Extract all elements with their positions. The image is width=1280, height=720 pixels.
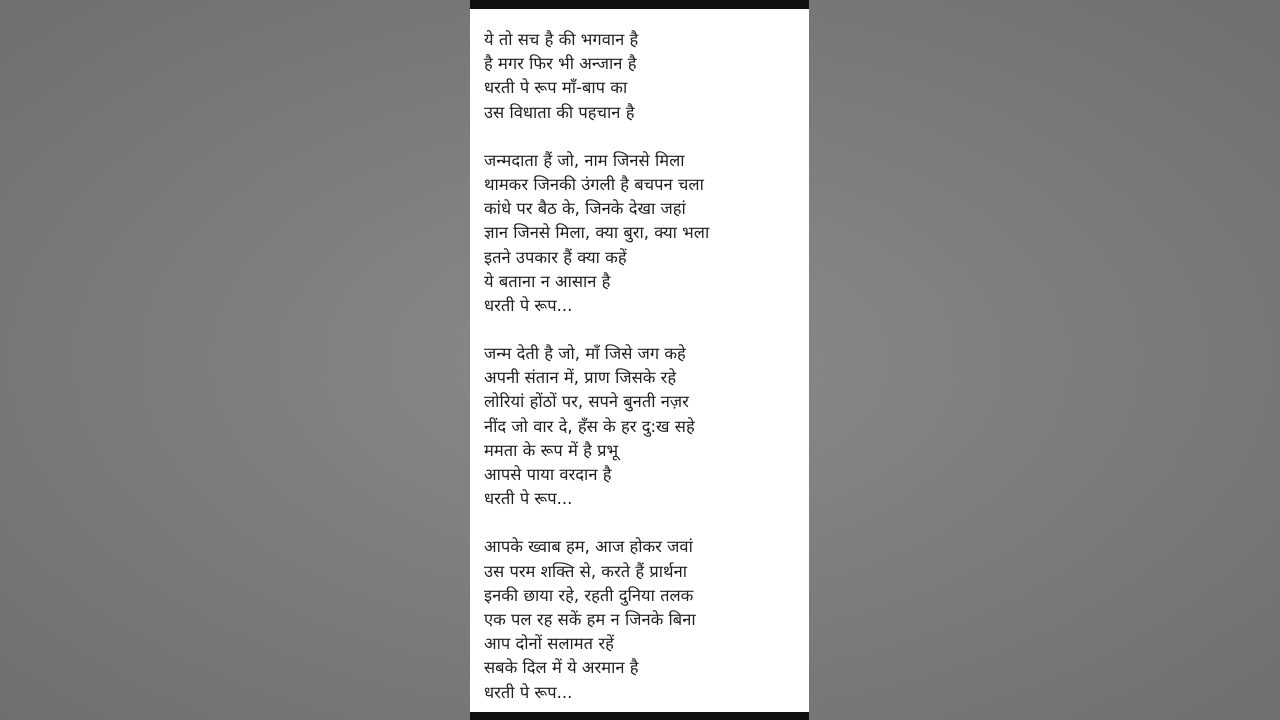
lyric-line: धरती पे रूप माँ-बाप का xyxy=(484,78,628,98)
lyric-line: इतने उपकार हैं क्या कहें xyxy=(484,247,627,267)
lyric-line: एक पल रह सकें हम न जिनके बिना xyxy=(484,609,696,629)
video-frame xyxy=(470,0,809,720)
stanza-2 xyxy=(484,149,804,318)
lyric-line: कांधे पर बैठ के, जिनके देखा जहां xyxy=(484,199,686,219)
lyric-line: जन्मदाता हैं जो, नाम जिनसे मिला xyxy=(484,150,685,170)
lyrics-text xyxy=(484,28,804,720)
lyric-line: धरती पे रूप... xyxy=(484,682,573,702)
lyric-line: थामकर जिनकी उंगली है बचपन चला xyxy=(484,174,704,194)
lyric-line: आपसे पाया वरदान है xyxy=(484,465,612,484)
lyric-line: ज्ञान जिनसे मिला, क्या बुरा, क्या भला xyxy=(484,223,710,243)
lyric-line: ये बताना न आसान है xyxy=(484,271,611,291)
lyric-line: धरती पे रूप... xyxy=(484,295,573,315)
bottom-letterbox-bar xyxy=(470,712,809,720)
lyric-line: सबके दिल में ये अरमान है xyxy=(484,658,639,678)
stanza-3 xyxy=(484,342,804,511)
lyric-line: नींद जो वार दे, हँस के हर दु:ख सहे xyxy=(484,416,695,436)
stanza-1 xyxy=(484,28,804,125)
lyric-line: ममता के रूप में है प्रभू xyxy=(484,440,619,460)
stanza-4 xyxy=(484,535,804,704)
lyric-line: इनकी छाया रहे, रहती दुनिया तलक xyxy=(484,585,694,605)
lyric-line: लोरियां होंठों पर, सपने बुनती नज़र xyxy=(484,392,689,412)
lyric-line: आप दोनों सलामत रहें xyxy=(484,634,614,654)
lyric-line: ये तो सच है की भगवान है xyxy=(484,30,639,49)
lyric-line: अपनी संतान में, प्राण जिसके रहे xyxy=(484,368,677,388)
lyric-line: उस परम शक्ति से, करते हैं प्रार्थना xyxy=(484,561,688,581)
lyric-line: उस विधाता की पहचान है xyxy=(484,102,635,122)
lyric-line: है मगर फिर भी अन्जान है xyxy=(484,54,637,74)
lyric-line: धरती पे रूप... xyxy=(484,489,573,509)
top-letterbox-bar xyxy=(470,0,809,9)
lyric-line: जन्म देती है जो, माँ जिसे जग कहे xyxy=(484,344,686,364)
lyric-line: आपके ख्वाब हम, आज होकर जवां xyxy=(484,537,693,557)
